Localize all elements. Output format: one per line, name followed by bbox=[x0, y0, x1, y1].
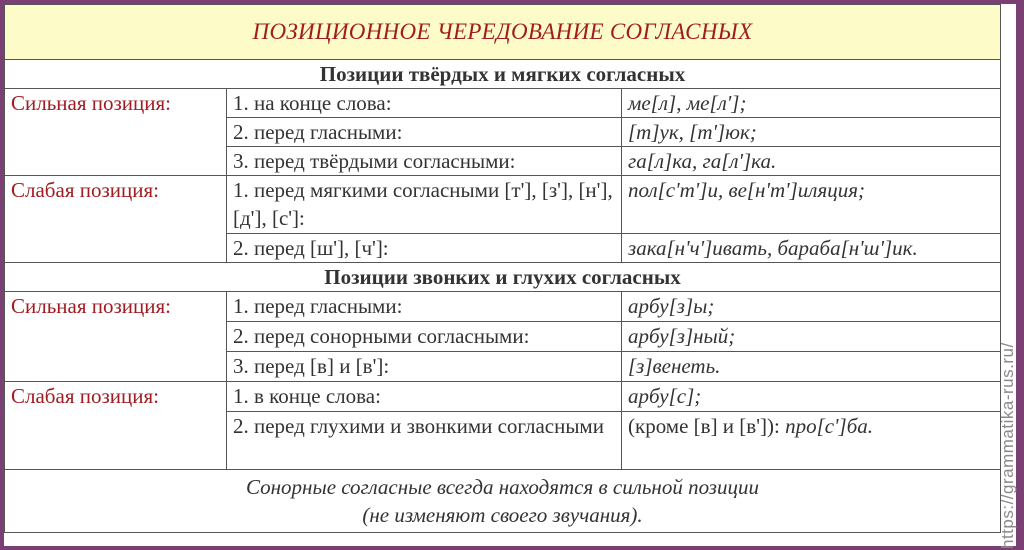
section-heading: Позиции звонких и глухих согласных bbox=[5, 263, 1001, 292]
position-description: 3. перед твёрдыми согласными: bbox=[227, 147, 622, 176]
example: га[л]ка, га[л']ка. bbox=[622, 147, 1001, 176]
example: арбу[з]ный; bbox=[622, 322, 1001, 352]
position-label: Сильная позиция: bbox=[5, 292, 227, 382]
position-label: Слабая позиция: bbox=[5, 382, 227, 470]
position-description: 1. на конце слова: bbox=[227, 89, 622, 118]
position-description: 2. перед [ш'], [ч']: bbox=[227, 234, 622, 263]
example-text: про[с']ба. bbox=[785, 414, 874, 438]
position-label: Слабая позиция: bbox=[5, 176, 227, 263]
position-label: Сильная позиция: bbox=[5, 89, 227, 176]
footer-line-1: Сонорные согласные всегда находятся в сильной позиции bbox=[245, 475, 759, 499]
position-description: 2. перед гласными: bbox=[227, 118, 622, 147]
example bbox=[622, 412, 1001, 470]
example: [з]венеть. bbox=[622, 352, 1001, 382]
example-prefix: (кроме [в] и [в']): bbox=[628, 414, 786, 438]
consonant-alternation-table bbox=[4, 4, 1001, 533]
example: зака[н'ч']ивать, бараба[н'ш']ик. bbox=[622, 234, 1001, 263]
footer-line-2: (не изменяют своего звучания). bbox=[362, 503, 643, 527]
watermark-url: https://grammatika-rus.ru/ bbox=[998, 342, 1017, 549]
sheet bbox=[4, 4, 1017, 549]
example: арбу[з]ы; bbox=[622, 292, 1001, 322]
footer-note bbox=[5, 470, 1001, 533]
position-description: 2. перед сонорными согласными: bbox=[227, 322, 622, 352]
section-heading: Позиции твёрдых и мягких согласных bbox=[5, 60, 1001, 89]
position-description: 1. перед гласными: bbox=[227, 292, 622, 322]
position-description: 3. перед [в] и [в']: bbox=[227, 352, 622, 382]
page-title: ПОЗИЦИОННОЕ ЧЕРЕДОВАНИЕ СОГЛАСНЫХ bbox=[5, 5, 1001, 60]
example: [т]ук, [т']юк; bbox=[622, 118, 1001, 147]
example: ме[л], ме[л']; bbox=[622, 89, 1001, 118]
example: арбу[с]; bbox=[622, 382, 1001, 412]
position-description: 1. перед мягкими согласными [т'], [з'], [н'], [д'], [с']: bbox=[227, 176, 622, 234]
example: пол[с'т']и, ве[н'т']иляция; bbox=[622, 176, 1001, 234]
position-description: 1. в конце слова: bbox=[227, 382, 622, 412]
position-description: 2. перед глухими и звонкими согласными bbox=[227, 412, 622, 470]
